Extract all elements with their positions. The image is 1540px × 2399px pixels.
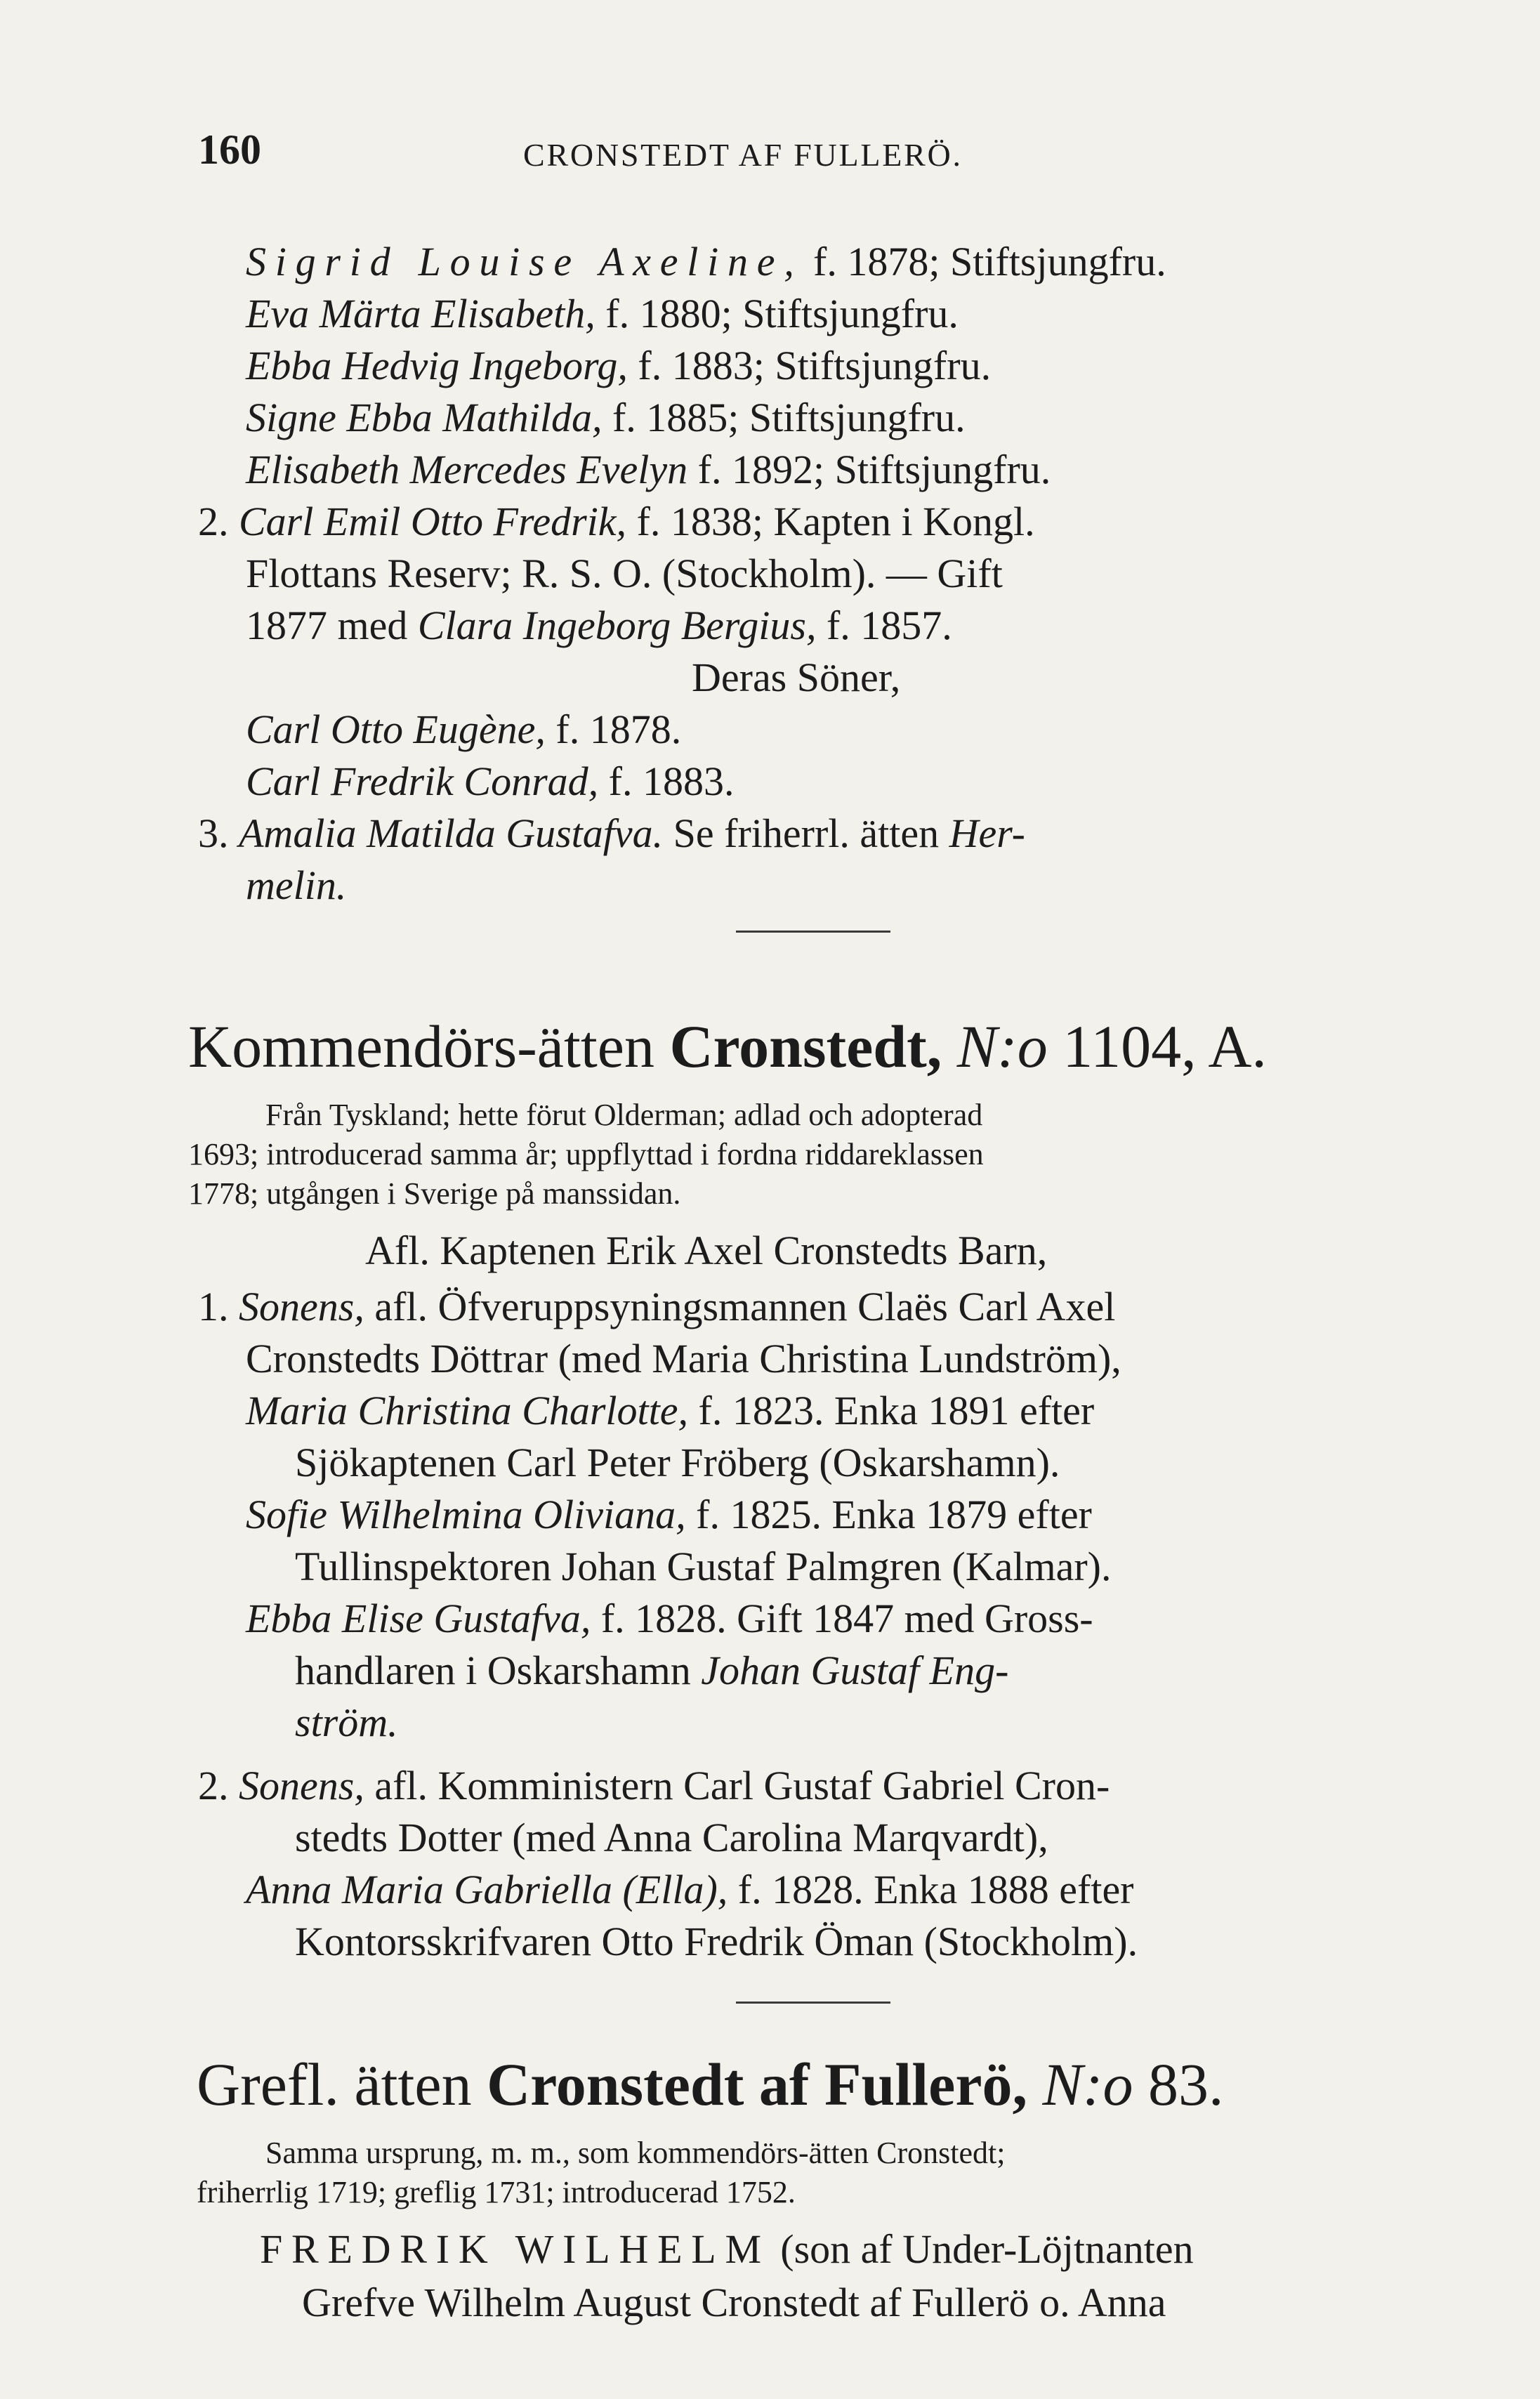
entry-line: 1. Sonens, afl. Öfveruppsyningsmannen Claës Carl Axel bbox=[198, 1284, 1116, 1329]
person-name: Clara Ingeborg Bergius, bbox=[417, 603, 817, 648]
person-name: Ebba Elise Gustafva, bbox=[246, 1596, 591, 1641]
divider bbox=[736, 2002, 890, 2004]
entry-line: 2. Sonens, afl. Komministern Carl Gustaf Gabriel Cron- bbox=[198, 1763, 1110, 1808]
entry-line: ström. bbox=[295, 1700, 398, 1745]
entry-line: Ebba Elise Gustafva, f. 1828. Gift 1847 med Gross- bbox=[246, 1596, 1093, 1641]
subheading: Deras Söner, bbox=[692, 655, 901, 700]
person-name: Anna Maria Gabriella bbox=[246, 1867, 612, 1912]
intro-line: Samma ursprung, m. m., som kommendörs-ätten Cronstedt; bbox=[265, 2136, 1006, 2170]
entry-line: Elisabeth Mercedes Evelyn f. 1892; Stiftsjungfru. bbox=[246, 447, 1051, 492]
person-name: Carl Fredrik Conrad, bbox=[246, 758, 599, 804]
entry-line: Sigrid Louise Axeline, f. 1878; Stiftsjungfru. bbox=[246, 239, 1166, 284]
entry-line: Flottans Reserv; R. S. O. (Stockholm). — Gift bbox=[246, 551, 1003, 596]
page-number: 160 bbox=[198, 126, 261, 173]
intro-line: Från Tyskland; hette förut Olderman; adlad och adopterad bbox=[265, 1098, 983, 1132]
entry-line: Cronstedts Döttrar (med Maria Christina Lundström), bbox=[246, 1336, 1121, 1381]
intro-line: friherrlig 1719; greflig 1731; introducerad 1752. bbox=[197, 2175, 796, 2209]
person-name: Maria Christina Charlotte, bbox=[246, 1388, 689, 1433]
person-name: Carl Emil Otto Fredrik, bbox=[239, 499, 627, 544]
person-name: Amalia Matilda Gustafva. bbox=[239, 810, 664, 856]
entry-line: 2. Carl Emil Otto Fredrik, f. 1838; Kapten i Kongl. bbox=[198, 499, 1035, 544]
entry-line: Signe Ebba Mathilda, f. 1885; Stiftsjungfru. bbox=[246, 395, 966, 440]
entry-line: melin. bbox=[246, 862, 347, 908]
person-name: Eva Märta Elisabeth, bbox=[246, 291, 595, 336]
person-name: Signe Ebba Mathilda, bbox=[246, 395, 603, 440]
entry-line: Sofie Wilhelmina Oliviana, f. 1825. Enka 1879 efter bbox=[246, 1492, 1092, 1537]
entry-line: Carl Otto Eugène, f. 1878. bbox=[246, 706, 682, 752]
person-name: Johan Gustaf Eng- bbox=[701, 1648, 1009, 1693]
entry-line: Kontorsskrifvaren Otto Fredrik Öman (Stockholm). bbox=[295, 1919, 1138, 1964]
divider bbox=[736, 931, 890, 933]
person-name: Sigrid Louise Axeline, bbox=[246, 239, 803, 284]
person-name: Elisabeth Mercedes Evelyn bbox=[246, 447, 688, 492]
entry-line: FREDRIK WILHELM (son af Under-Löjtnanten bbox=[260, 2226, 1194, 2272]
entry-line: Tullinspektoren Johan Gustaf Palmgren (Kalmar). bbox=[295, 1544, 1112, 1589]
entry-line: stedts Dotter (med Anna Carolina Marqvardt), bbox=[295, 1815, 1048, 1860]
entry-line: Eva Märta Elisabeth, f. 1880; Stiftsjungfru. bbox=[246, 291, 959, 336]
person-name: Sofie Wilhelmina Oliviana, bbox=[246, 1492, 686, 1537]
entry-line: Sjökaptenen Carl Peter Fröberg (Oskarshamn). bbox=[295, 1440, 1060, 1485]
section-heading: Grefl. ätten Cronstedt af Fullerö, N:o 83. bbox=[197, 2051, 1224, 2118]
entry-line: Carl Fredrik Conrad, f. 1883. bbox=[246, 758, 735, 804]
entry-line: handlaren i Oskarshamn Johan Gustaf Eng- bbox=[295, 1648, 1009, 1693]
person-name: Ebba Hedvig Ingeborg, bbox=[246, 343, 628, 388]
person-name: FREDRIK WILHELM bbox=[260, 2226, 770, 2272]
entry-line: Maria Christina Charlotte, f. 1823. Enka 1891 efter bbox=[246, 1388, 1095, 1433]
entry-line: 3. Amalia Matilda Gustafva. Se friherrl. ätten Her- bbox=[198, 810, 1025, 856]
entry-line: 1877 med Clara Ingeborg Bergius, f. 1857. bbox=[246, 603, 952, 648]
section-heading: Kommendörs-ätten Cronstedt, N:o 1104, A. bbox=[188, 1013, 1267, 1080]
running-title: CRONSTEDT AF FULLERÖ. bbox=[523, 137, 963, 173]
person-name: Carl Otto Eugène, bbox=[246, 706, 546, 752]
entry-line: Anna Maria Gabriella (Ella), f. 1828. Enka 1888 efter bbox=[246, 1867, 1134, 1912]
entry-line: Grefve Wilhelm August Cronstedt af Fullerö o. Anna bbox=[302, 2280, 1166, 2325]
intro-line: 1693; introducerad samma år; uppflyttad i fordna riddareklassen bbox=[188, 1137, 984, 1171]
intro-line: 1778; utgången i Sverige på manssidan. bbox=[188, 1176, 681, 1211]
subheading: Afl. Kaptenen Erik Axel Cronstedts Barn, bbox=[365, 1228, 1048, 1273]
entry-line: Ebba Hedvig Ingeborg, f. 1883; Stiftsjungfru. bbox=[246, 343, 992, 388]
